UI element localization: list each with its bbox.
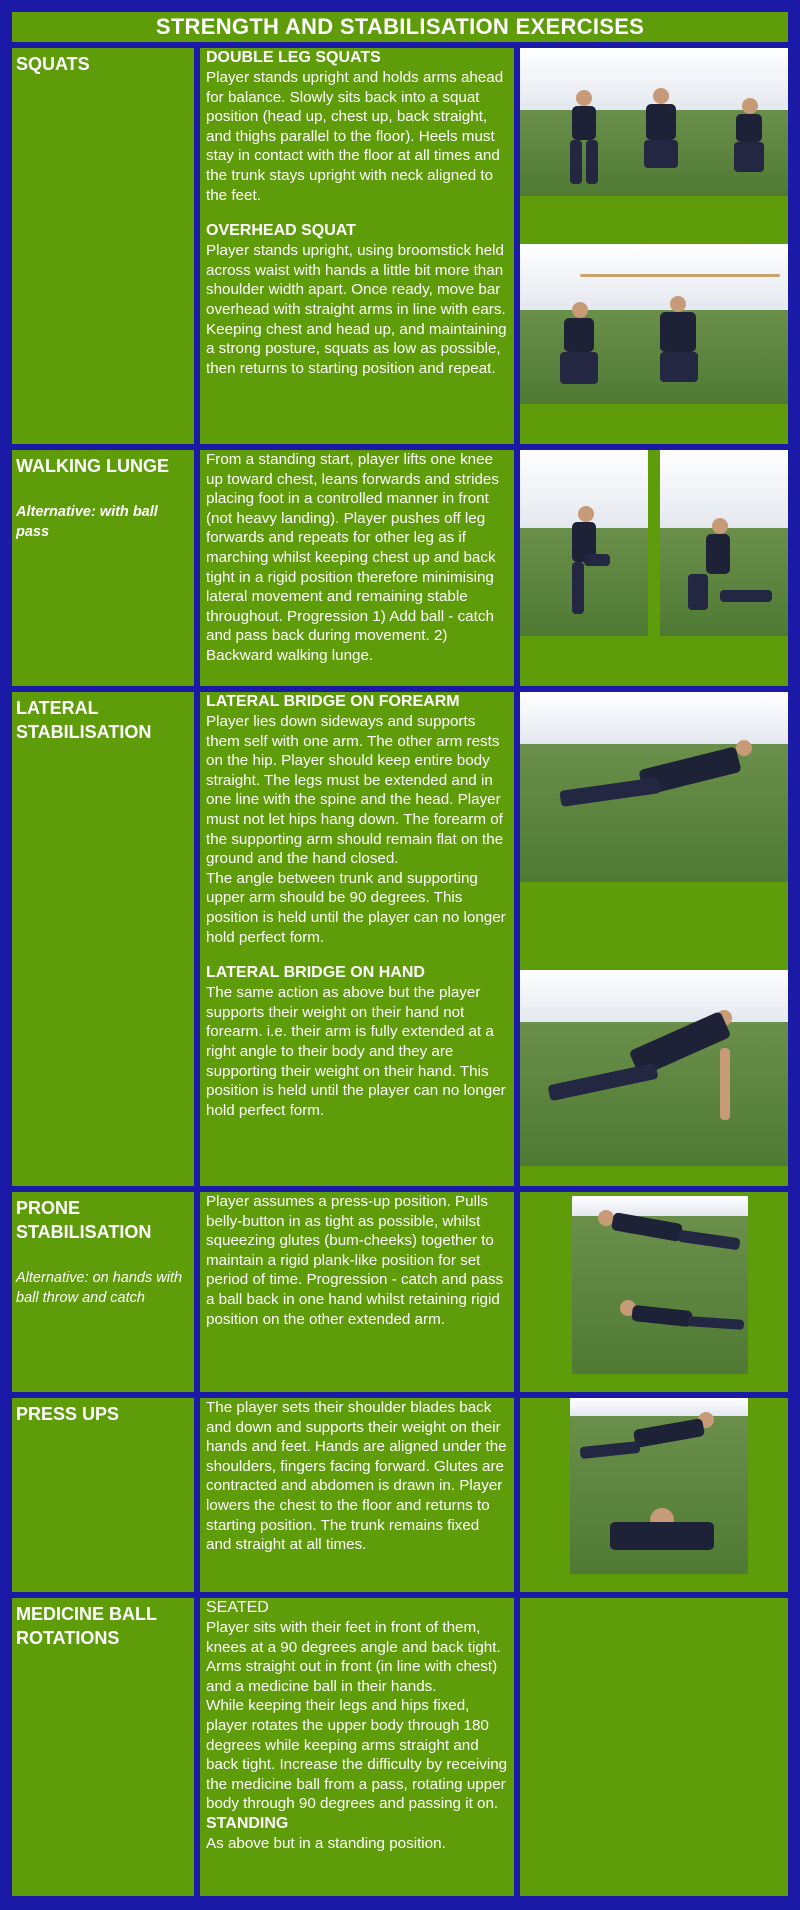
exercise-description-cell: [200, 450, 514, 686]
block-text: Player stands upright, using broomstick held across waist with hands a little bit more than shoulder width apart. Once ready, move bar overhead with straight arms in line with ears. Keeping chest and head up, and maintaining a strong posture, squats as low as possible, then returns to starting position and repeat.: [206, 242, 507, 377]
exercise-name-cell: [12, 450, 194, 686]
block-heading: LATERAL BRIDGE ON HAND: [206, 964, 425, 982]
lateral-bridge-forearm-photo: [520, 692, 788, 882]
block-text: Player sits with their feet in front of them, knees at a 90 degrees angle and back tight. Arms straight out in front (in line with chest) and a medicine ball in their hands.: [206, 1619, 501, 1695]
block-heading: LATERAL BRIDGE ON FOREARM: [206, 693, 460, 710]
exercise-photo-cell: [520, 692, 788, 1186]
exercise-photo-cell: [520, 450, 788, 686]
block-text: The same action as above but the player supports their weight on their hand not forearm. i.e. their arm is fully extended at a right angle to their body and they are supporting their weight on their hand. This position is held until the player can no longer hold perfect form.: [206, 984, 506, 1119]
exercise-name-cell: [12, 48, 194, 444]
exercise-name-cell: [12, 692, 194, 1186]
block-heading: OVERHEAD SQUAT: [206, 222, 356, 240]
walking-lunge-photo-2: [660, 450, 788, 636]
exercise-photo-cell: [520, 48, 788, 444]
block-text: While keeping their legs and hips fixed, player rotates the upper body through 180 degrees while keeping arms straight and back tight. Increase the difficulty by receiving the medicine ball from a pass, rotating upper body through 90 degrees and passing it on.: [206, 1697, 508, 1813]
block-text: The angle between trunk and supporting upper arm should be 90 degrees. This position is held until the player can no longer hold perfect form.: [206, 869, 506, 946]
block-text: The player sets their shoulder blades back and down and supports their weight on their hands and feet. Hands are aligned under the shoulders, fingers facing forward. Glutes are contracted and abdomen is drawn in. Player lowers the chest to the floor and returns to starting position. The trunk remains fixed and straight at all times.: [206, 1399, 507, 1554]
press-ups-photo: [570, 1398, 748, 1574]
exercise-name-medicine-ball-rotations: MEDICINE BALL ROTATIONS: [16, 1604, 157, 1648]
exercise-photo-cell: [520, 1598, 788, 1896]
exercise-description-cell: [200, 692, 514, 1186]
exercise-description-cell: [200, 48, 514, 444]
block-text: From a standing start, player lifts one knee up toward chest, leans forwards and strides placing foot in a controlled manner in front (not heavy landing). Player pushes off leg forwards and repeats for other leg as if marching whilst keeping chest up and back tight in a rigid position therefore minimising lateral movement and remaining stable throughout. Progression 1) Add ball - catch and pass back during movement. 2) Backward walking lunge.: [206, 451, 499, 664]
exercise-description-cell: [200, 1192, 514, 1392]
exercise-name-prone-stabilisation: PRONE STABILISATION: [16, 1198, 152, 1242]
exercise-name-lateral-stabilisation: LATERAL STABILISATION: [16, 698, 152, 742]
exercise-name-cell: [12, 1398, 194, 1592]
exercise-alternative: Alternative: on hands with ball throw and catch: [16, 1270, 183, 1306]
block-heading: DOUBLE LEG SQUATS: [206, 49, 381, 66]
block-text: Player stands upright and holds arms ahead for balance. Slowly sits back into a squat position (head up, chest up, back straight, and thighs parallel to the floor). Heels must stay in contact with the floor at all times and the trunk stays upright with neck aligned to the feet.: [206, 69, 504, 204]
exercise-name-walking-lunge: WALKING LUNGE: [16, 456, 169, 476]
exercise-description-cell: [200, 1598, 514, 1896]
exercise-alternative: Alternative: with ball pass: [16, 504, 158, 540]
walking-lunge-photo: [520, 450, 648, 636]
exercise-photo-cell: [520, 1398, 788, 1592]
block-text: Player lies down sideways and supports them self with one arm. The other arm rests on the hip. Player should keep entire body straight. The legs must be extended and in one line with the spine and the head. Player must not let hips hang down. The forearm of the supporting arm should remain flat on the ground and the hand closed.: [206, 713, 504, 868]
exercise-name-press-ups: PRESS UPS: [16, 1404, 120, 1424]
exercise-photo-cell: [520, 1192, 788, 1392]
block-text: As above but in a standing position.: [206, 1834, 446, 1852]
exercise-name-cell: [12, 1192, 194, 1392]
block-heading: SEATED: [206, 1599, 269, 1616]
block-text: Player assumes a press-up position. Pulls belly-button in as tight as possible, whilst squeezing glutes (bum-cheeks) together to maintain a rigid plank-like position for set period of time. Progression - catch and pass a ball back in one hand whilst retaining rigid position on the other extended arm.: [206, 1193, 504, 1328]
overhead-squat-photo: [520, 244, 788, 404]
page-title: STRENGTH AND STABILISATION EXERCISES: [12, 12, 788, 42]
prone-stabilisation-photo: [572, 1196, 748, 1374]
exercise-description-cell: [200, 1398, 514, 1592]
double-leg-squat-photo: [520, 48, 788, 196]
exercise-name-cell: [12, 1598, 194, 1896]
lateral-bridge-hand-photo: [520, 970, 788, 1166]
exercise-name-squats: SQUATS: [16, 54, 90, 74]
block-heading: STANDING: [206, 1814, 289, 1832]
